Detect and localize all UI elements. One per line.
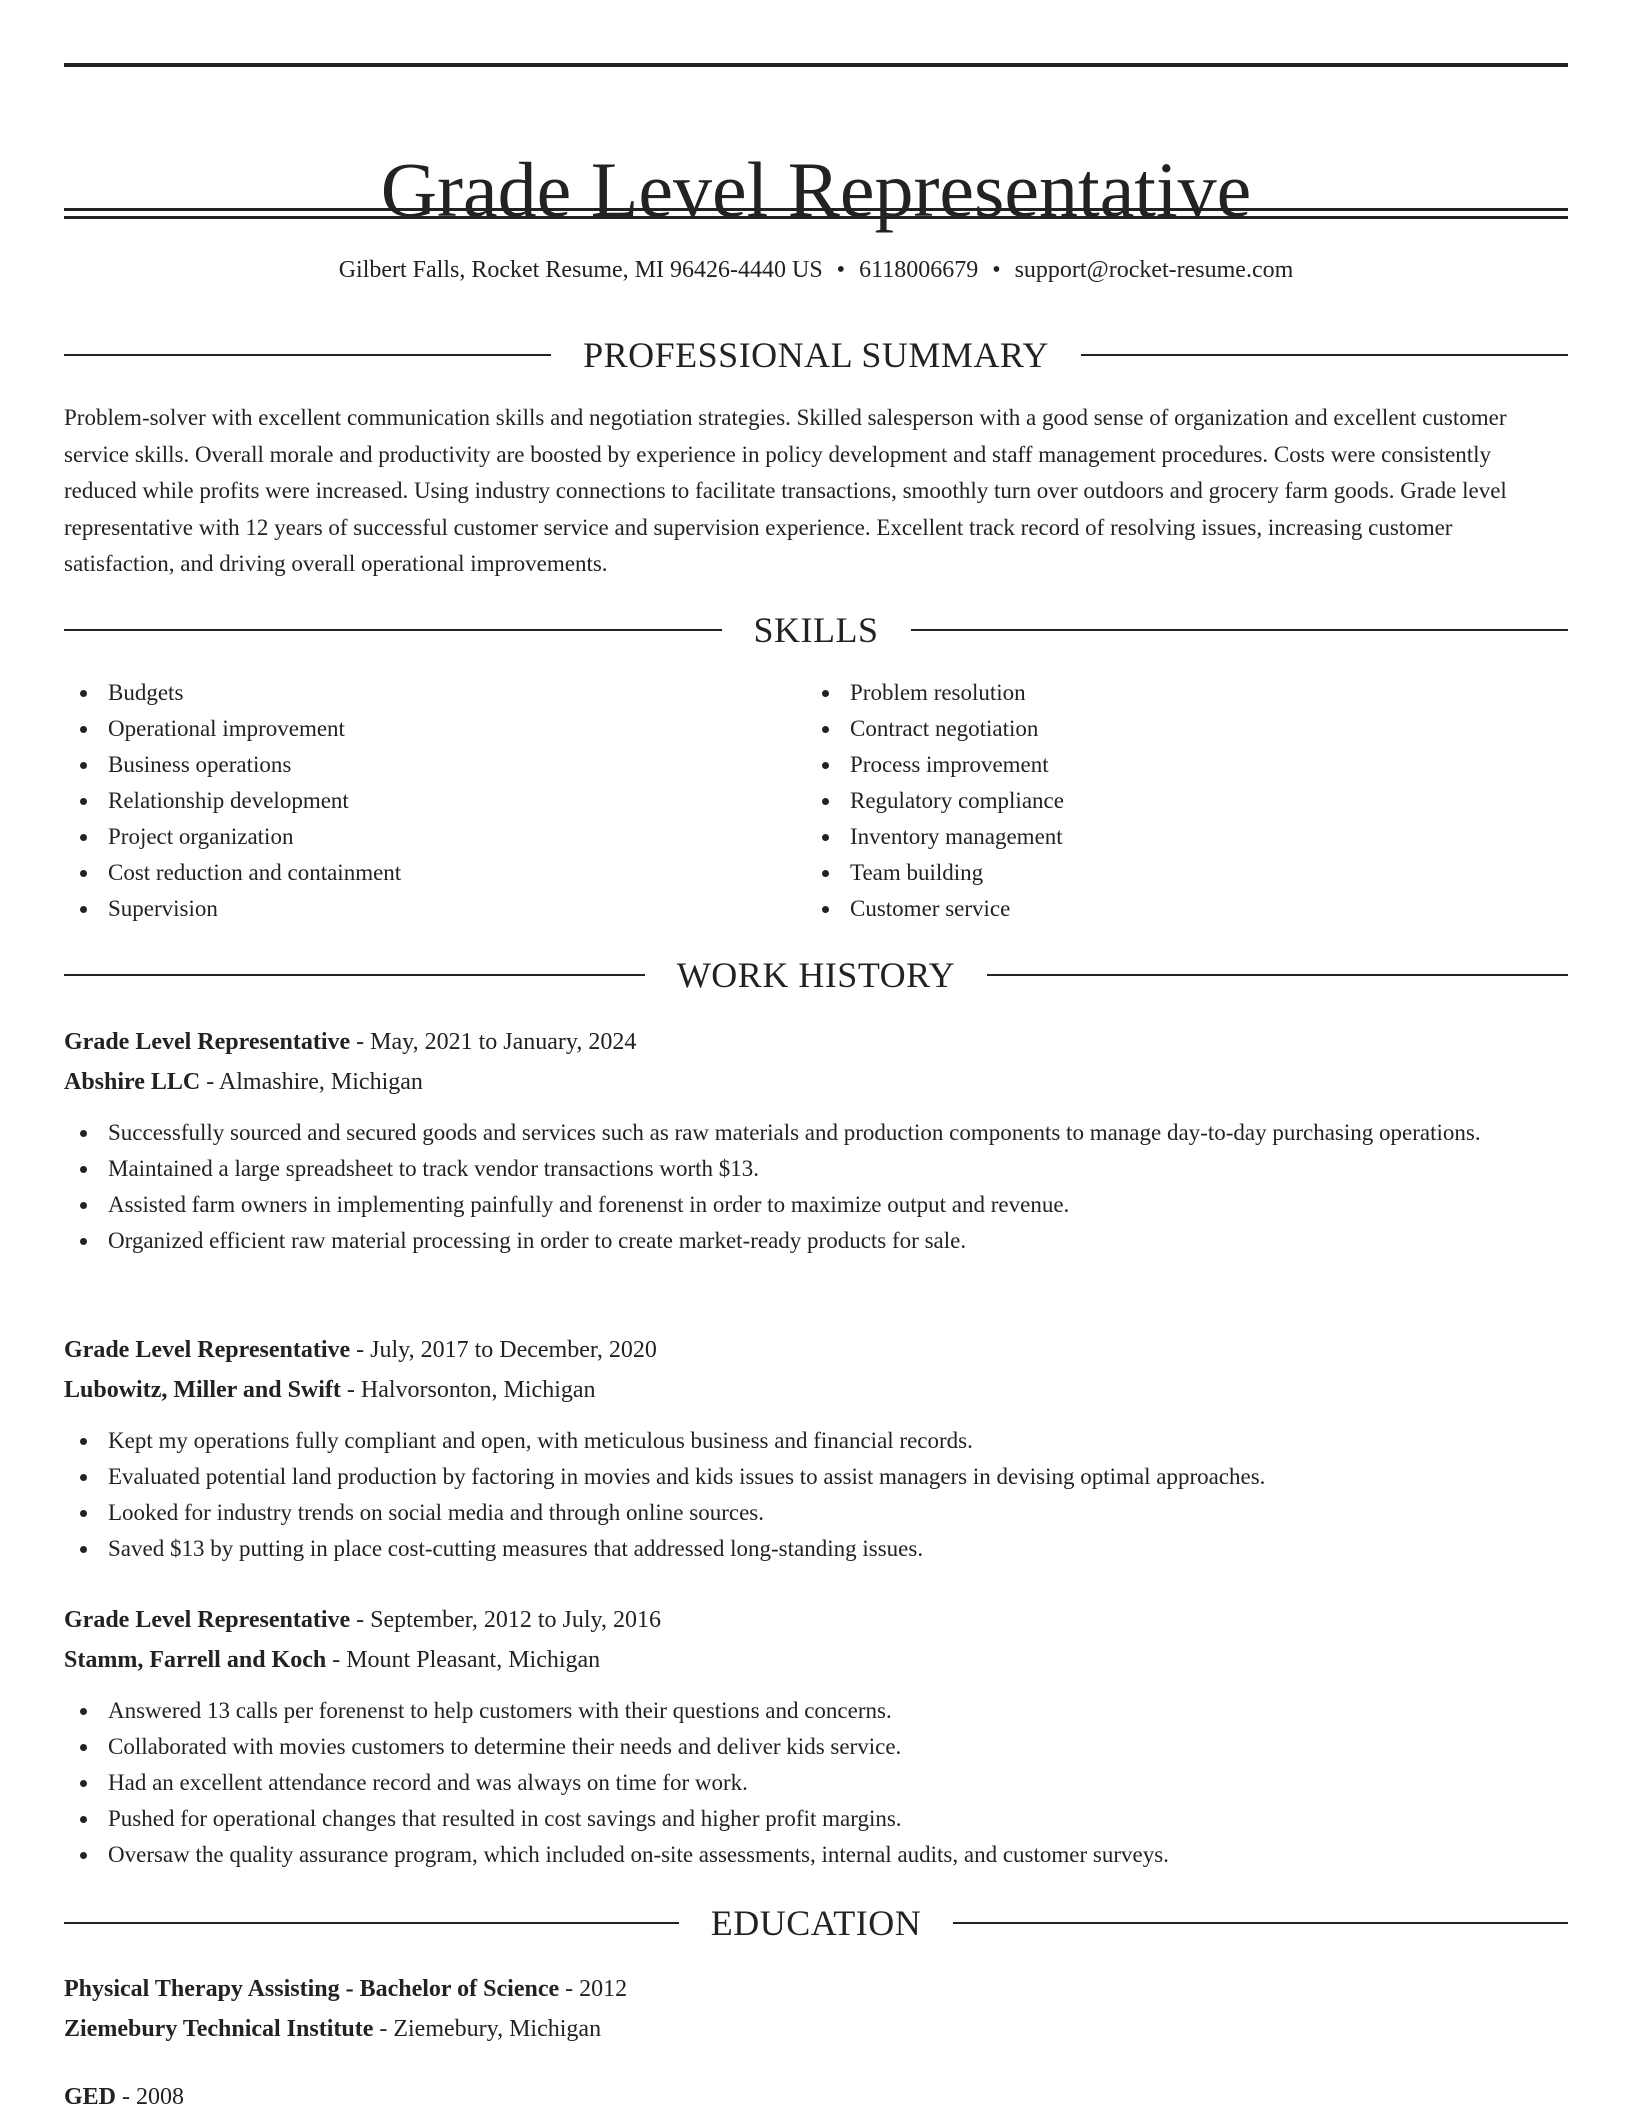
- section-title: WORK HISTORY: [676, 955, 956, 995]
- skill-item: Cost reduction and containment: [64, 855, 764, 891]
- section-title: SKILLS: [753, 610, 879, 650]
- skill-item: Relationship development: [64, 783, 764, 819]
- job-bullet: Maintained a large spreadsheet to track vendor transactions worth $13.: [64, 1151, 1568, 1187]
- job-company: Lubowitz, Miller and Swift: [64, 1377, 341, 1403]
- job-bullet: Evaluated potential land production by factoring in movies and kids issues to assist managers in devising optimal approaches.: [64, 1459, 1568, 1495]
- heading-rule: [64, 1922, 679, 1924]
- job-bullets: [64, 1115, 1568, 1259]
- job-title-line: [64, 1024, 1568, 1060]
- job-bullet: Had an excellent attendance record and was always on time for work.: [64, 1765, 1568, 1801]
- education-school: Ziemebury Technical Institute: [64, 2016, 374, 2042]
- skill-item: Team building: [806, 855, 1506, 891]
- job-bullet: Oversaw the quality assurance program, which included on-site assessments, internal audits, and customer surveys.: [64, 1837, 1568, 1873]
- heading-rule: [911, 629, 1569, 631]
- contact-email: support@rocket-resume.com: [1014, 257, 1294, 283]
- skill-item: Regulatory compliance: [806, 783, 1506, 819]
- job-company: Abshire LLC: [64, 1069, 201, 1095]
- summary-text: Problem-solver with excellent communication skills and negotiation strategies. Skilled salesperson with a good sense of organization and excellent customer service skills. Overall morale and productivity are boosted by experience in policy development and staff management procedures. Costs were consistently reduced while profits were increased. Using industry connections to facilitate transactions, smoothly turn over outdoors and grocery farm goods. Grade level representative with 12 years of successful customer service and supervision experience. Excellent track record of resolving issues, increasing customer satisfaction, and driving overall operational improvements.: [64, 405, 1507, 576]
- education-degree: Physical Therapy Assisting - Bachelor of Science: [64, 1976, 560, 2002]
- skill-item: Customer service: [806, 891, 1506, 927]
- job-bullets: [64, 1693, 1568, 1873]
- section-heading-summary: [64, 333, 1568, 377]
- job-title-line: [64, 1602, 1568, 1638]
- contact-address: Gilbert Falls, Rocket Resume, MI 96426-4440 US: [338, 257, 823, 283]
- job-bullet: Successfully sourced and secured goods and services such as raw materials and production components to manage day-to-day purchasing operations.: [64, 1115, 1568, 1151]
- job-bullet: Collaborated with movies customers to determine their needs and deliver kids service.: [64, 1729, 1568, 1765]
- top-rule: [64, 63, 1568, 67]
- job-company-line: [64, 1372, 1568, 1408]
- job-title: Grade Level Representative: [64, 1607, 351, 1633]
- education-year: - 2012: [559, 1976, 628, 2002]
- education-location: - Ziemebury, Michigan: [373, 2016, 602, 2042]
- resume-name: Grade Level Representative: [380, 146, 1252, 234]
- section-heading-education: [64, 1901, 1568, 1945]
- skill-item: Inventory management: [806, 819, 1506, 855]
- job-bullet: Kept my operations fully compliant and open, with meticulous business and financial records.: [64, 1423, 1568, 1459]
- job-location: - Almashire, Michigan: [200, 1069, 423, 1095]
- skill-item: Contract negotiation: [806, 711, 1506, 747]
- education-degree-line: [64, 2079, 1568, 2115]
- job-dates: - July, 2017 to December, 2020: [350, 1337, 657, 1363]
- contact-separator: •: [992, 257, 1001, 283]
- job-dates: - September, 2012 to July, 2016: [350, 1607, 661, 1633]
- job-company: Stamm, Farrell and Koch: [64, 1647, 327, 1673]
- skill-item: Operational improvement: [64, 711, 764, 747]
- contact-phone: 6118006679: [859, 257, 979, 283]
- job-location: - Halvorsonton, Michigan: [340, 1377, 596, 1403]
- skill-item: Problem resolution: [806, 675, 1506, 711]
- education-year: - 2008: [116, 2084, 185, 2110]
- heading-rule: [953, 1922, 1568, 1924]
- skill-item: Project organization: [64, 819, 764, 855]
- name-double-rule: [64, 208, 1568, 219]
- job-bullets: [64, 1423, 1568, 1567]
- job-location: - Mount Pleasant, Michigan: [326, 1647, 601, 1673]
- job-bullet: Looked for industry trends on social media and through online sources.: [64, 1495, 1568, 1531]
- job-title: Grade Level Representative: [64, 1337, 351, 1363]
- job-company-line: [64, 1642, 1568, 1678]
- job-bullet: Organized efficient raw material processing in order to create market-ready products for sale.: [64, 1223, 1568, 1259]
- skill-item: Supervision: [64, 891, 764, 927]
- job-bullet: Assisted farm owners in implementing painfully and forenenst in order to maximize output and revenue.: [64, 1187, 1568, 1223]
- skill-item: Budgets: [64, 675, 764, 711]
- skill-item: Process improvement: [806, 747, 1506, 783]
- job-bullet: Saved $13 by putting in place cost-cutting measures that addressed long-standing issues.: [64, 1531, 1568, 1567]
- skills-list-right: [806, 675, 1506, 927]
- job-bullet: Pushed for operational changes that resulted in cost savings and higher profit margins.: [64, 1801, 1568, 1837]
- job-company-line: [64, 1064, 1568, 1100]
- education-degree-line: [64, 1971, 1568, 2007]
- skills-list-left: [64, 675, 764, 927]
- education-degree: GED: [64, 2084, 117, 2110]
- heading-rule: [64, 629, 722, 631]
- section-heading-skills: [64, 608, 1568, 652]
- job-bullet: Answered 13 calls per forenenst to help customers with their questions and concerns.: [64, 1693, 1568, 1729]
- job-title: Grade Level Representative: [64, 1029, 351, 1055]
- skill-item: Business operations: [64, 747, 764, 783]
- section-heading-work: [64, 953, 1568, 997]
- section-title: PROFESSIONAL SUMMARY: [583, 335, 1049, 375]
- contact-separator: •: [836, 257, 846, 283]
- heading-rule: [1081, 354, 1568, 356]
- education-school-line: [64, 2011, 1568, 2047]
- heading-rule: [64, 974, 645, 976]
- contact-line: [64, 253, 1568, 287]
- heading-rule: [64, 354, 551, 356]
- job-title-line: [64, 1332, 1568, 1368]
- job-dates: - May, 2021 to January, 2024: [350, 1029, 637, 1055]
- section-title: EDUCATION: [710, 1903, 922, 1943]
- heading-rule: [987, 974, 1568, 976]
